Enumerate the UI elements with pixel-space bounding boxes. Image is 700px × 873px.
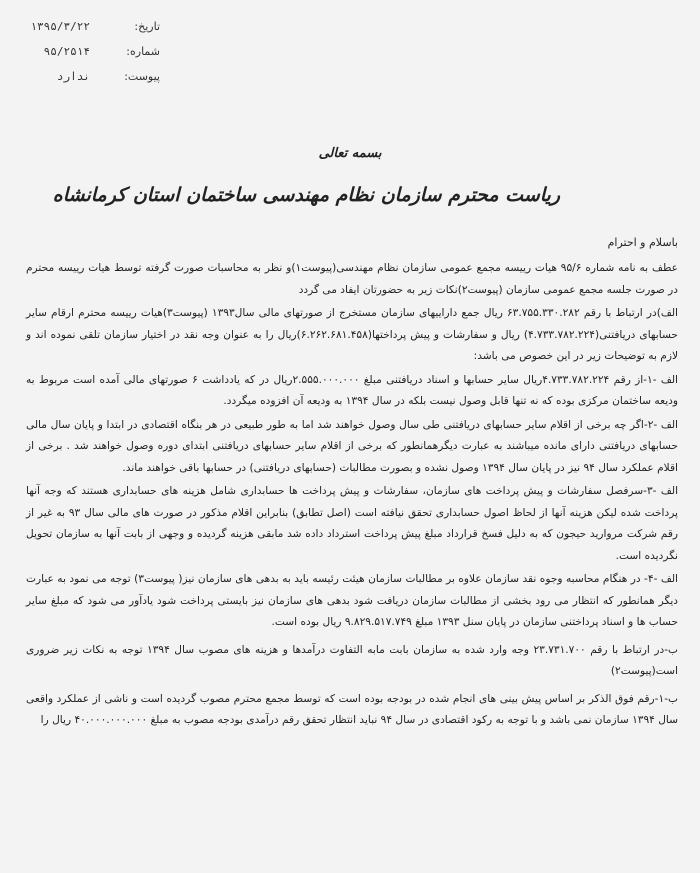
body-paragraph: الف -۳-سرفصل سفارشات و پیش پرداخت های سازمان، سفارشات و پیش پرداخت ها حسابداری شامل هزینه های حسابداری هستند که وجه آنها پرداخت شده لیکن هزینه آنها از لحاظ اصول حسابداری تحقق نیافته است (اصل تطابق) بنابراین اقلام مذکور در صورت های مالی سال ۹۳ به غیر از رقم شرکت مروارید حیجون که به دلیل فسخ قرارداد مبلغ پیش پرداخت استرداد داده شد مابقی هزینه گردیده و وجهی از بابت آنها به سازمان تحویل نگردیده است. [26, 485, 679, 562]
bismillah-heading: بسمه تعالی [318, 146, 382, 161]
attachment-value: ندارد [56, 70, 90, 83]
body-paragraph: الف -۱-از رقم ۴.۷۳۳.۷۸۲.۲۲۴ریال سایر حسابها و اسناد دریافتنی مبلغ ۲.۵۵۵.۰۰۰.۰۰۰ریال در که یادداشت ۶ صورتهای مالی آمده است مربوط به ودیعه ساختمان مرکزی بوده که نه تنها قابل وصول نیست بلکه در سال ۱۳۹۴ به ودیعه آن افزوده میگردد. [26, 373, 678, 407]
date-row [10, 14, 160, 39]
letter-body [26, 258, 678, 734]
body-paragraph: عطف به نامه شماره ۹۵/۶ هیات ریيسه مجمع عمومی سازمان نظام مهندسی(پیوست۱)و نظر به محاسبات صورت گرفته توسط هیات ریيسه محترم در صورت جلسه مجمع عمومی سازمان (پیوست۲)نکات زیر به حضورتان ایفاد می گردد [26, 262, 678, 296]
date-value: ۱۳۹۵/۳/۲۲ [30, 20, 90, 33]
date-label: تاریخ: [134, 20, 160, 33]
number-row [10, 39, 160, 64]
body-paragraph: الف -۲-اگر چه برخی از اقلام سایر حسابهای دریافتنی طی سال وصول خواهند شد اما به طور طبیعی در هر بنگاه اقتصادی در ابتدا و پایان سال مالی حسابهای دریافتنی دارای مانده میباشند به عبارت دیگرهمانطور که برخی از اقلام سایر حسابهای دریافتنی ابتدای دوره وصول خواهند شد . برخی از اقلام عملکرد سال ۹۴ نیز در پایان سال ۱۳۹۴ وصول نشده و بصورت مطالبات (حسابهای دریافتنی) در حسابها باقی خواهند ماند. [26, 418, 678, 474]
greeting: باسلام و احترام [607, 236, 678, 249]
body-paragraph: الف)در ارتباط با رقم ۶۳.۷۵۵.۳۳۰.۲۸۲ ریال جمع داراییهای سازمان مستخرج از صورتهای مالی سال۱۳۹۳ (پیوست۳)هیات ریيسه محترم ارقام سایر حسابهای دریافتنی(۴.۷۳۳.۷۸۲.۲۲۴) ریال و سفارشات و پیش پرداختها(۶.۲۶۲.۶۸۱.۴۵۸)ریال را به عنوان وجه نقد در اختیار سازمان تلقی نموده اند و لازم به توضیحات زیر در این خصوص می باشد: [26, 307, 678, 362]
letter-meta [10, 14, 160, 89]
body-paragraph: ب-در ارتباط با رقم ۲۳.۷۳۱.۷۰۰ وجه وارد شده به سازمان بابت مابه التفاوت درآمدها و هزینه های مصوب سال ۱۳۹۴ توجه به نکات زیر ضروری است(پیوست۲) [26, 643, 678, 677]
body-paragraph: الف -۴- در هنگام محاسبه وجوه نقد سازمان علاوه بر مطالبات سازمان هیئت رئیسه باید به بدهی های سازمان نیز( پیوست۳) توجه می نمود به عبارت دیگر همانطور که انتظار می رود بخشی از مطالبات سازمان دریافت شود بدهی های سازمان نیز بایستی پرداخت شود یادآور می شود که مبلغ سایر حساب ها و اسناد پرداختنی سازمان در پایان سنل ۱۳۹۳ مبلغ ۹.۸۲۹.۵۱۷.۷۴۹ ریال بوده است. [26, 573, 678, 628]
number-value: ۹۵/۲۵۱۴ [43, 45, 90, 58]
attachment-label: پیوست: [124, 70, 160, 83]
attachment-row [10, 64, 160, 89]
number-label: شماره: [126, 45, 160, 58]
addressee-line: ریاست محترم سازمان نظام مهندسی ساختمان استان کرمانشاه [52, 184, 560, 206]
body-paragraph: ب-۱-رقم فوق الذکر بر اساس پیش بینی های انجام شده در بودجه بوده است که توسط مجمع محترم مصوب گردیده است و ناشی از عملکرد واقعی سال ۱۳۹۴ سازمان نمی باشد و با توجه به رکود اقتصادی در سال ۹۴ نباید انتظار تحقق رقم درآمدی بودجه مصوب به مبلغ ۴۰.۰۰۰.۰۰۰.۰۰۰ ریال را [26, 692, 678, 726]
